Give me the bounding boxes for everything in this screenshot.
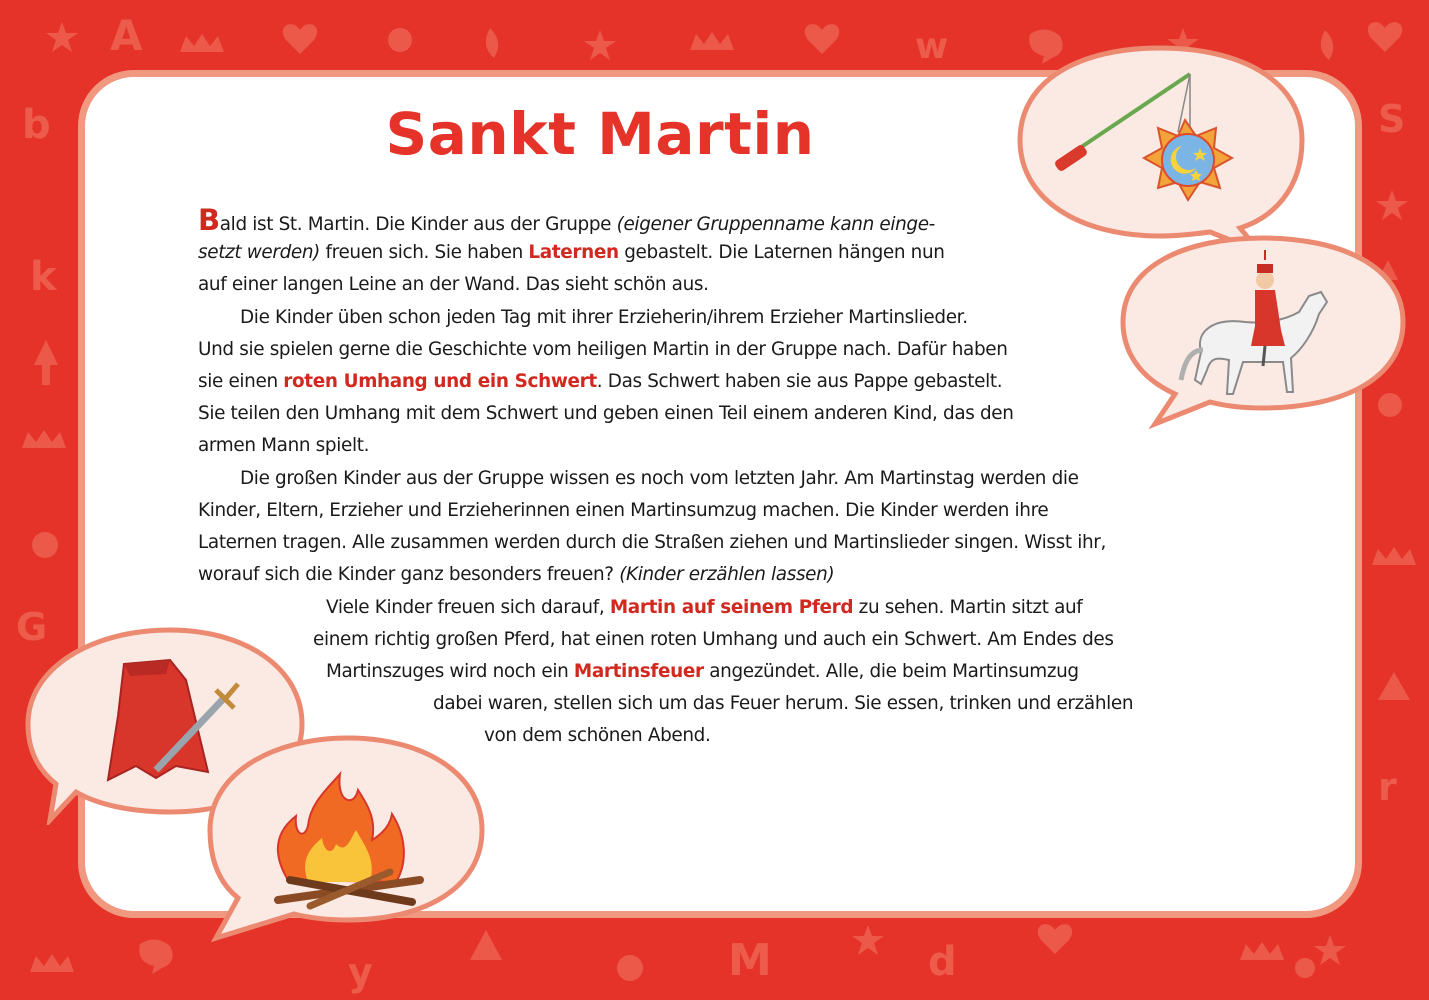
story-line: Die Kinder üben schon jeden Tag mit ihrer Erzieherin/ihrem Erzieher Martinslieder.: [240, 307, 968, 328]
highlight-laternen: Laternen: [528, 242, 619, 263]
story-line: Sie teilen den Umhang mit dem Schwert und geben einen Teil einem anderen Kind, das den: [198, 403, 1014, 424]
story-line: Kinder, Eltern, Erzieher und Erzieherinnen einen Martinsumzug machen. Die Kinder werden ihre: [198, 500, 1049, 521]
bg-letter-r: r: [1378, 765, 1397, 809]
story-line: Viele Kinder freuen sich darauf, Martin auf seinem Pferd zu sehen. Martin sitzt auf: [326, 597, 1083, 618]
highlight-martinsfeuer: Martinsfeuer: [573, 661, 704, 682]
story-line: von dem schönen Abend.: [484, 725, 711, 746]
highlight-umhang-schwert: roten Umhang und ein Schwert: [283, 371, 597, 392]
story-line: einem richtig großen Pferd, hat einen roten Umhang und auch ein Schwert. Am Endes des: [313, 629, 1114, 650]
bg-letter-y: y: [348, 950, 373, 994]
story-line: dabei waren, stellen sich um das Feuer herum. Sie essen, trinken und erzählen: [433, 693, 1134, 714]
lantern-bubble: [1010, 40, 1310, 260]
highlight-martin-pferd: Martin auf seinem Pferd: [609, 597, 854, 618]
rider-bubble: [1115, 230, 1410, 430]
story-line: setzt werden) freuen sich. Sie haben Laternen gebastelt. Die Laternen hängen nun: [198, 242, 945, 263]
story-line: sie einen roten Umhang und ein Schwert. Das Schwert haben sie aus Pappe gebastelt.: [198, 371, 1003, 392]
bg-letter-w: w: [915, 26, 949, 67]
bg-letter-d: d: [928, 939, 957, 985]
drop-cap: B: [198, 203, 220, 237]
bg-letter-b: b: [22, 102, 51, 148]
story-line: worauf sich die Kinder ganz besonders freuen? (Kinder erzählen lassen): [198, 564, 835, 585]
bg-letter-s: S: [1378, 97, 1406, 141]
story-line: auf einer langen Leine an der Wand. Das sieht schön aus.: [198, 274, 709, 295]
bg-letter-g: G: [16, 605, 48, 649]
bg-letter-m: M: [728, 935, 772, 986]
bg-letter-k: k: [30, 254, 57, 300]
story-line: armen Mann spielt.: [198, 435, 370, 456]
story-line: Laternen tragen. Alle zusammen werden durch die Straßen ziehen und Martinslieder singen. Wisst ihr,: [198, 532, 1107, 553]
campfire-bubble: [200, 730, 490, 945]
page-title: Sankt Martin: [385, 100, 815, 168]
story-line: Bald ist St. Martin. Die Kinder aus der Gruppe (eigener Gruppenname kann einge-: [198, 203, 935, 237]
story-line: Martinszuges wird noch ein Martinsfeuer angezündet. Alle, die beim Martinsumzug: [326, 661, 1079, 682]
story-line: Die großen Kinder aus der Gruppe wissen es noch vom letzten Jahr. Am Martinstag werden die: [240, 468, 1079, 489]
story-line: Und sie spielen gerne die Geschichte vom heiligen Martin in der Gruppe nach. Dafür haben: [198, 339, 1008, 360]
bg-letter-a: A: [110, 11, 143, 60]
